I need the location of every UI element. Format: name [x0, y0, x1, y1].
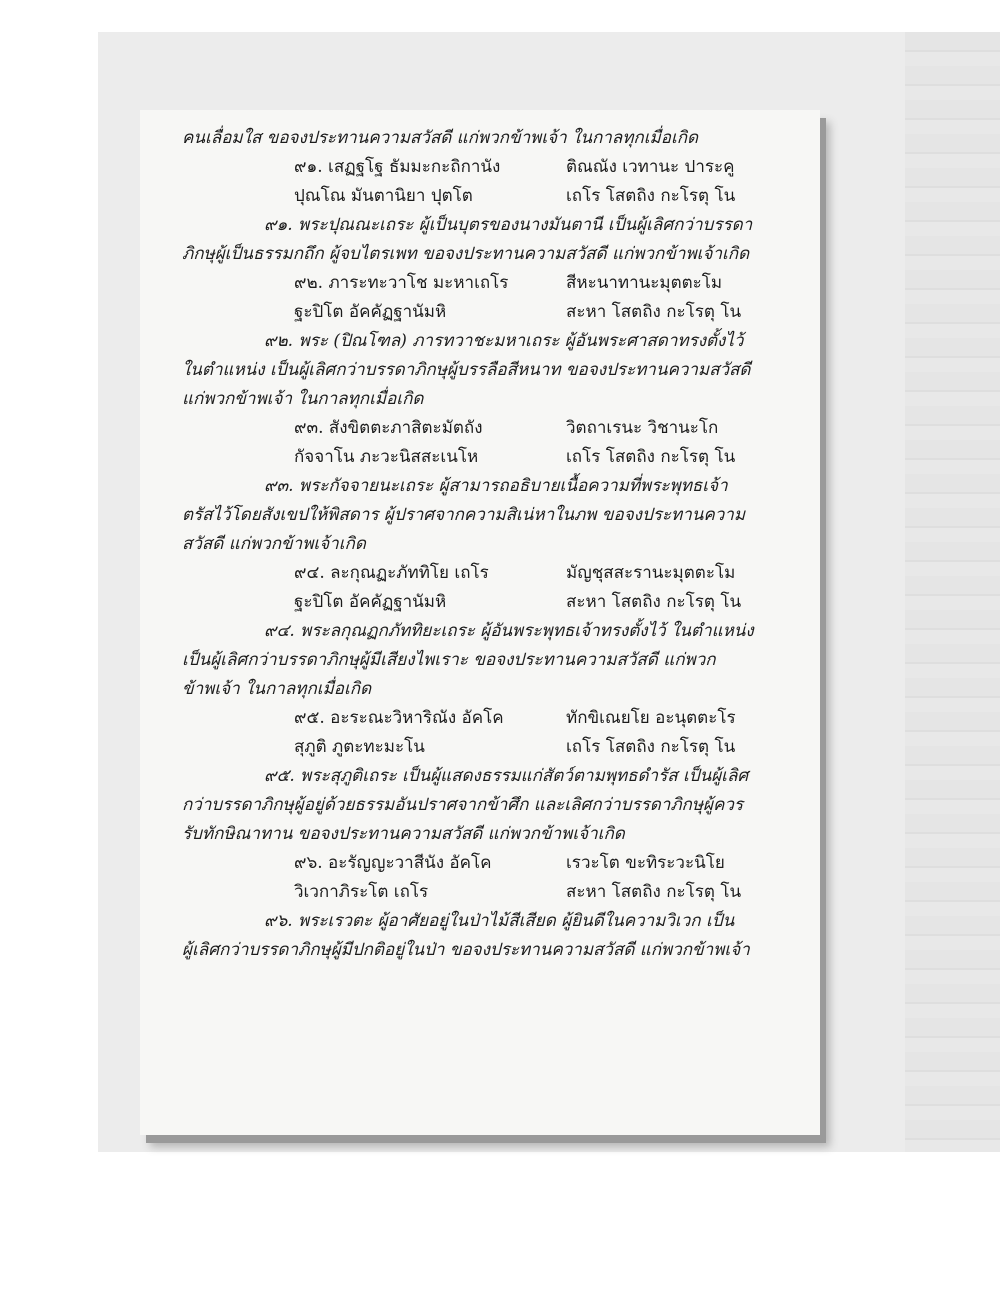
text-line: ผู้เลิศกว่าบรรดาภิกษุผู้มีปกติอยู่ในป่า ขอจงประทานความสวัสดี แก่พวกข้าพเจ้า — [182, 940, 750, 960]
verse-second-half: สีหะนาทานะมุตตะโม — [566, 273, 723, 293]
verse-line — [182, 704, 802, 733]
verse-first-half: วิเวกาภิระโต เถโร — [294, 882, 429, 902]
verse-first-half: ๙๔. ละกุณฏะภัททิโย เถโร — [294, 563, 489, 583]
text-line: รับทักษิณาทาน ขอจงประทานความสวัสดี แก่พวกข้าพเจ้าเกิด — [182, 824, 625, 844]
text-line: สวัสดี แก่พวกข้าพเจ้าเกิด — [182, 534, 366, 554]
verse-first-half: ๙๕. อะระณะวิหาริณัง อัคโค — [294, 708, 504, 728]
verse-second-half: สะหา โสตถิง กะโรตุ โน — [566, 302, 742, 322]
verse-line — [182, 559, 802, 588]
pali-verse — [182, 269, 802, 327]
verse-line — [182, 443, 802, 472]
verse-line — [182, 269, 802, 298]
scan-edge-strip — [905, 32, 1000, 1152]
text-line: ๙๒. พระ (ปิณโฑล) ภารทวาชะมหาเถระ ผู้อันพระศาสดาทรงตั้งไว้ — [264, 331, 744, 351]
text-line: ๙๖. พระเรวตะ ผู้อาศัยอยู่ในป่าไม้สีเสียด ผู้ยินดีในความวิเวก เป็น — [264, 911, 735, 931]
verse-first-half: ฐะปิโต อัคคัฏฐานัมหิ — [294, 302, 447, 322]
verse-second-half: สะหา โสตถิง กะโรตุ โน — [566, 882, 742, 902]
verse-line — [182, 298, 802, 327]
text-line: ๙๑. พระปุณณะเถระ ผู้เป็นบุตรของนางมันตานี เป็นผู้เลิศกว่าบรรดา — [264, 215, 753, 235]
verse-line — [182, 414, 802, 443]
verse-second-half: วิตถาเรนะ วิชานะโก — [566, 418, 719, 438]
text-line: ในตำแหน่ง เป็นผู้เลิศกว่าบรรดาภิกษุผู้บรรลือสีหนาท ขอจงประทานความสวัสดี — [182, 360, 751, 380]
text-line: แก่พวกข้าพเจ้า ในกาลทุกเมื่อเกิด — [182, 389, 424, 409]
verse-first-half: กัจจาโน ภะวะนิสสะเนโห — [294, 447, 479, 467]
verse-first-half: ปุณโณ มันตานิยา ปุตโต — [294, 186, 473, 206]
translation-paragraph — [182, 617, 802, 704]
translation-paragraph — [182, 472, 802, 559]
pali-verse — [182, 414, 802, 472]
verse-second-half: เรวะโต ขะทิระวะนิโย — [566, 853, 725, 873]
translation-paragraph — [182, 327, 802, 414]
translation-paragraph — [182, 124, 802, 153]
verse-line — [182, 153, 802, 182]
book-page — [140, 110, 820, 1135]
text-line: กว่าบรรดาภิกษุผู้อยู่ด้วยธรรมอันปราศจากข้าศึก และเลิศกว่าบรรดาภิกษุผู้ควร — [182, 795, 744, 815]
translation-paragraph — [182, 907, 802, 965]
translation-paragraph — [182, 211, 802, 269]
verse-line — [182, 849, 802, 878]
verse-line — [182, 733, 802, 762]
verse-line — [182, 878, 802, 907]
text-line: ๙๓. พระกัจจายนะเถระ ผู้สามารถอธิบายเนื้อความที่พระพุทธเจ้า — [264, 476, 728, 496]
verse-second-half: เถโร โสตถิง กะโรตุ โน — [566, 186, 736, 206]
verse-second-half: ติณณัง เวทานะ ปาระคู — [566, 157, 735, 177]
pali-verse — [182, 849, 802, 907]
verse-first-half: ๙๓. สังขิตตะภาสิตะมัตถัง — [294, 418, 483, 438]
verse-first-half: สุภูติ ภูตะทะมะโน — [294, 737, 425, 757]
verse-line — [182, 182, 802, 211]
text-line: ภิกษุผู้เป็นธรรมกถึก ผู้จบไตรเพท ขอจงประทานความสวัสดี แก่พวกข้าพเจ้าเกิด — [182, 244, 750, 264]
verse-first-half: ๙๒. ภาระทะวาโช มะหาเถโร — [294, 273, 509, 293]
verse-second-half: ทักขิเณยโย อะนุตตะโร — [566, 708, 736, 728]
text-line: คนเลื่อมใส ขอจงประทานความสวัสดี แก่พวกข้าพเจ้า ในกาลทุกเมื่อเกิด — [182, 128, 699, 148]
verse-first-half: ๙๖. อะรัญญะวาสีนัง อัคโค — [294, 853, 492, 873]
verse-first-half: ฐะปิโต อัคคัฏฐานัมหิ — [294, 592, 447, 612]
pali-verse — [182, 559, 802, 617]
pali-verse — [182, 153, 802, 211]
text-line: ๙๔. พระลกุณฏกภัททิยะเถระ ผู้อันพระพุทธเจ้าทรงตั้งไว้ ในตำแหน่ง — [264, 621, 754, 641]
translation-paragraph — [182, 762, 802, 849]
text-line: ๙๕. พระสุภูติเถระ เป็นผู้แสดงธรรมแก่สัตว์ตามพุทธดำรัส เป็นผู้เลิศ — [264, 766, 749, 786]
verse-second-half: สะหา โสตถิง กะโรตุ โน — [566, 592, 742, 612]
pali-verse — [182, 704, 802, 762]
verse-first-half: ๙๑. เสฏฐโฐ ธัมมะกะถิกานัง — [294, 157, 501, 177]
page-text — [182, 124, 802, 965]
text-line: ตรัสไว้โดยสังเขปให้พิสดาร ผู้ปราศจากความสิเน่หาในภพ ขอจงประทานความ — [182, 505, 746, 525]
text-line: ข้าพเจ้า ในกาลทุกเมื่อเกิด — [182, 679, 372, 699]
verse-second-half: เถโร โสตถิง กะโรตุ โน — [566, 737, 736, 757]
verse-second-half: มัญชุสสะรานะมุตตะโม — [566, 563, 736, 583]
verse-second-half: เถโร โสตถิง กะโรตุ โน — [566, 447, 736, 467]
text-line: เป็นผู้เลิศกว่าบรรดาภิกษุผู้มีเสียงไพเราะ ขอจงประทานความสวัสดี แก่พวก — [182, 650, 716, 670]
verse-line — [182, 588, 802, 617]
